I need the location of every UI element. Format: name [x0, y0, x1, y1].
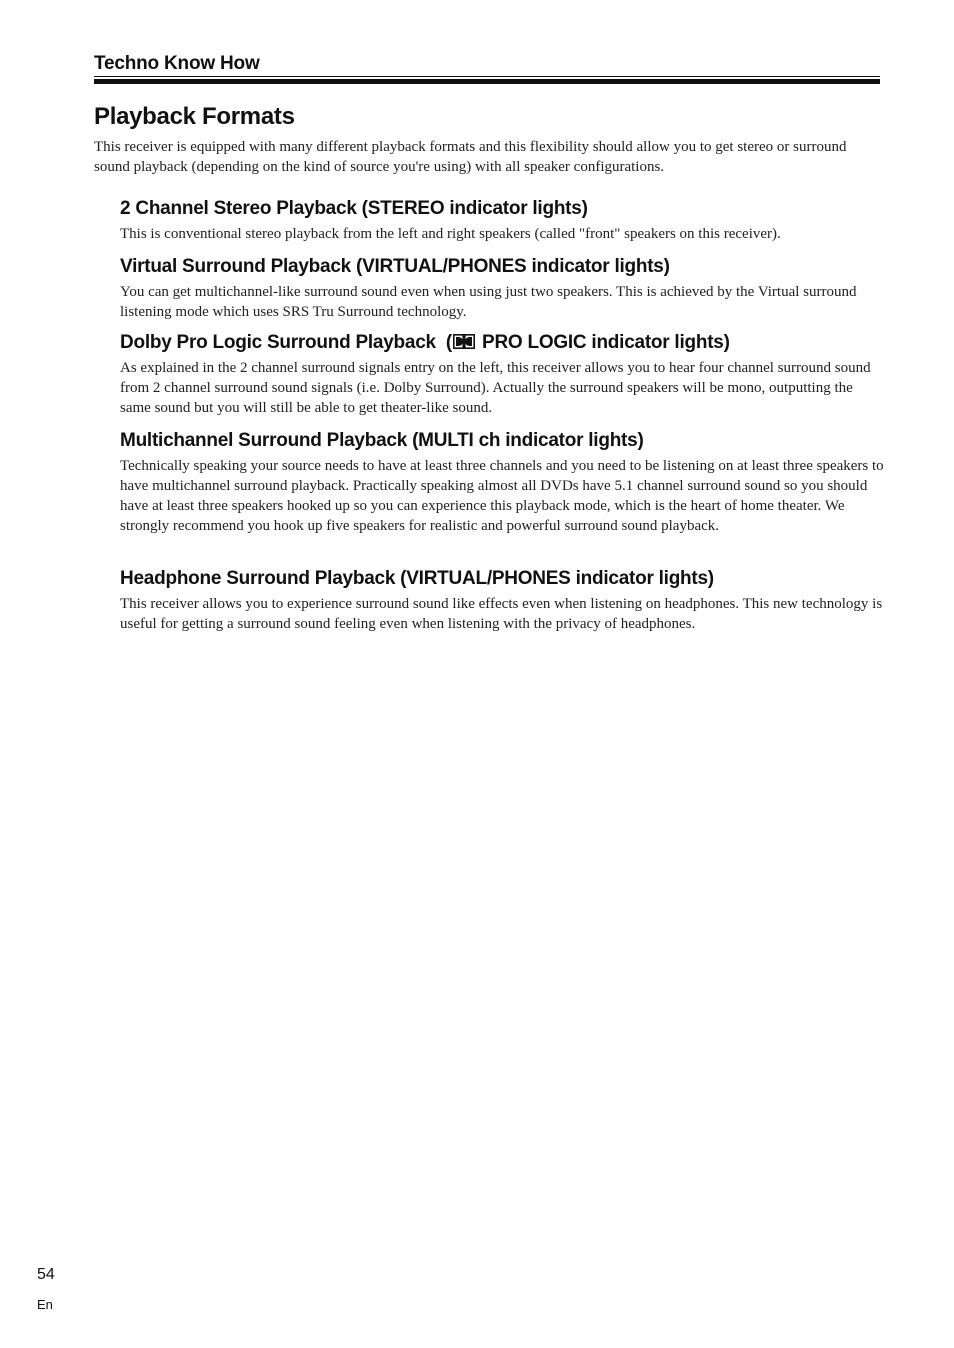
section-heading: 2 Channel Stereo Playback (STEREO indicator lights): [120, 198, 588, 219]
heading-text-before-icon: Dolby Pro Logic Surround Playback (: [120, 332, 452, 353]
language-code: En: [37, 1297, 53, 1312]
page-title: Playback Formats: [94, 103, 295, 130]
section-dolby-pro-logic: [120, 330, 884, 418]
section-heading: Virtual Surround Playback (VIRTUAL/PHONES indicator lights): [120, 256, 670, 277]
section-body: This receiver allows you to experience surround sound like effects even when listening on headphones. This new technology is useful for getting a surround sound feeling even when listening with the privacy of headphones.: [120, 596, 883, 632]
heading-text-after-icon: PRO LOGIC indicator lights): [477, 332, 730, 353]
section-body: Technically speaking your source needs to have at least three channels and you need to be listening on at least three speakers to have multichannel surround playback. Practically speaking almost all DVDs have 5.1 channel surround sound so you should have at least three speakers hooked up so you can experience this playback mode, which is the heart of home theater. We strongly recommend you hook up five speakers for realistic and powerful surround sound playback.: [120, 458, 884, 534]
dolby-double-d-icon: [453, 334, 475, 349]
section-headphone-surround: [120, 566, 884, 634]
section-heading: [120, 330, 884, 356]
header-rule-thick: [94, 79, 880, 84]
running-head: Techno Know How: [94, 53, 260, 74]
section-body: As explained in the 2 channel surround signals entry on the left, this receiver allows you to hear four channel surround sound from 2 channel surround sound signals (i.e. Dolby Surround). Actually the surround speakers will be mono, outputting the same sound but you will still be able to get theater-like sound.: [120, 360, 871, 416]
section-heading: Multichannel Surround Playback (MULTI ch indicator lights): [120, 430, 644, 451]
section-stereo: [120, 196, 884, 244]
section-body: You can get multichannel-like surround sound even when using just two speakers. This is achieved by the Virtual surround listening mode which uses SRS Tru Surround technology.: [120, 284, 857, 320]
section-multichannel: [120, 428, 884, 536]
page-number: 54: [37, 1266, 55, 1283]
header-rule-thin: [94, 76, 880, 77]
intro-paragraph: This receiver is equipped with many different playback formats and this flexibility should allow you to get stereo or surround sound playback (depending on the kind of source you're using) with all speaker configurations.: [94, 139, 847, 175]
section-virtual-surround: [120, 254, 884, 322]
section-heading: Headphone Surround Playback (VIRTUAL/PHONES indicator lights): [120, 568, 714, 589]
section-body: This is conventional stereo playback from the left and right speakers (called "front" speakers on this receiver).: [120, 226, 781, 242]
